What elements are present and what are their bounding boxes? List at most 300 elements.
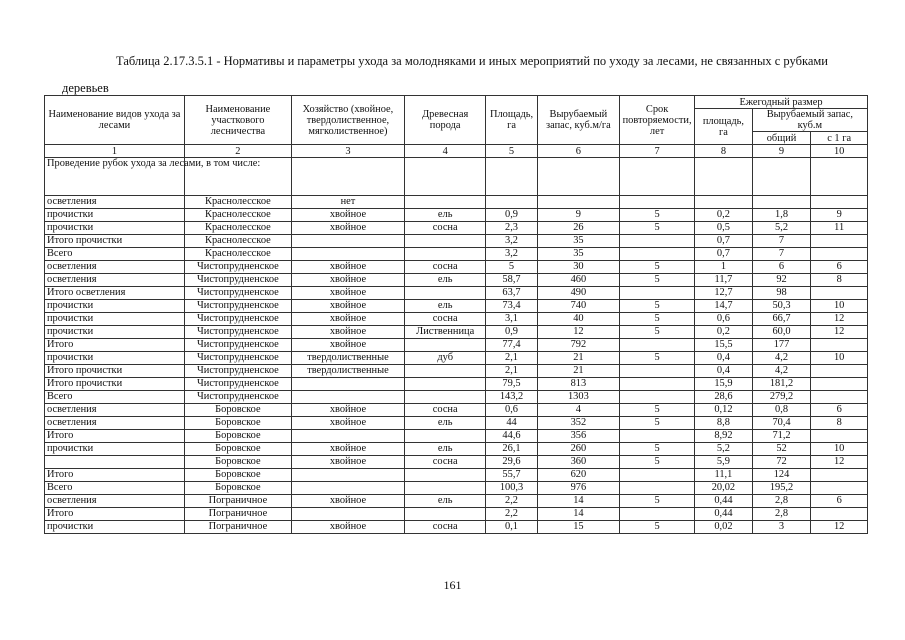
table-cell: Чистопрудненское — [184, 326, 291, 339]
table-cell: 352 — [537, 417, 619, 430]
column-number: 6 — [537, 145, 619, 158]
table-cell: 8 — [811, 274, 868, 287]
table-cell: Боровское — [184, 443, 291, 456]
table-cell: 28,6 — [695, 391, 753, 404]
table-row — [45, 469, 868, 482]
table-cell — [620, 430, 695, 443]
table-cell: прочистки — [45, 222, 185, 235]
table-cell: 12 — [811, 521, 868, 534]
table-cell: Боровское — [184, 456, 291, 469]
table-cell: 29,6 — [486, 456, 537, 469]
table-cell: хвойное — [291, 313, 404, 326]
table-cell: 10 — [811, 352, 868, 365]
table-cell — [537, 158, 619, 196]
table-row — [45, 521, 868, 534]
table-cell: 195,2 — [752, 482, 811, 495]
table-cell: 79,5 — [486, 378, 537, 391]
column-number: 4 — [405, 145, 486, 158]
table-cell: хвойное — [291, 456, 404, 469]
table-cell: Боровское — [184, 404, 291, 417]
table-cell — [811, 378, 868, 391]
table-cell: 15,9 — [695, 378, 753, 391]
table-cell: прочистки — [45, 521, 185, 534]
table-cell: 1303 — [537, 391, 619, 404]
table-cell: Чистопрудненское — [184, 365, 291, 378]
table-cell: осветления — [45, 196, 185, 209]
table-cell: 20,02 — [695, 482, 753, 495]
table-cell: осветления — [45, 495, 185, 508]
table-cell: Чистопрудненское — [184, 287, 291, 300]
table-cell: твердолиственные — [291, 352, 404, 365]
table-cell: 5,2 — [695, 443, 753, 456]
table-cell: 0,8 — [752, 404, 811, 417]
table-cell: сосна — [405, 521, 486, 534]
table-cell: 7 — [752, 248, 811, 261]
table-row — [45, 248, 868, 261]
table-cell — [811, 430, 868, 443]
table-cell: 12 — [811, 456, 868, 469]
table-cell: 740 — [537, 300, 619, 313]
table-row — [45, 482, 868, 495]
table-cell — [291, 248, 404, 261]
table-cell — [752, 158, 811, 196]
table-cell — [291, 158, 404, 196]
column-numbers-row — [45, 145, 868, 158]
table-cell — [811, 158, 868, 196]
table-cell: 70,4 — [752, 417, 811, 430]
table-cell: 0,44 — [695, 495, 753, 508]
table-cell: осветления — [45, 274, 185, 287]
table-cell: Чистопрудненское — [184, 352, 291, 365]
table-cell: 2,8 — [752, 508, 811, 521]
table-cell: Лиственница — [405, 326, 486, 339]
header-species: Древесная порода — [405, 96, 486, 145]
table-cell: 0,9 — [486, 326, 537, 339]
table-cell: Итого прочистки — [45, 235, 185, 248]
table-cell: 0,7 — [695, 248, 753, 261]
table-cell: 6 — [811, 404, 868, 417]
table-cell: 0,7 — [695, 235, 753, 248]
table-cell: 0,44 — [695, 508, 753, 521]
column-number: 5 — [486, 145, 537, 158]
table-cell: 3,2 — [486, 235, 537, 248]
table-cell: Чистопрудненское — [184, 261, 291, 274]
table-cell: 21 — [537, 352, 619, 365]
table-cell — [405, 365, 486, 378]
table-cell: Пограничное — [184, 508, 291, 521]
table-cell: 3,1 — [486, 313, 537, 326]
table-cell: хвойное — [291, 495, 404, 508]
table-cell: 12 — [537, 326, 619, 339]
table-cell — [620, 378, 695, 391]
table-cell — [291, 378, 404, 391]
table-cell — [811, 339, 868, 352]
table-cell: 40 — [537, 313, 619, 326]
table-row — [45, 378, 868, 391]
table-row — [45, 158, 868, 196]
table-cell — [811, 365, 868, 378]
header-per-ha: с 1 га — [811, 132, 868, 145]
table-row — [45, 235, 868, 248]
table-cell: Пограничное — [184, 521, 291, 534]
table-cell: 6 — [752, 261, 811, 274]
table-cell: 4,2 — [752, 365, 811, 378]
table-cell: Итого прочистки — [45, 378, 185, 391]
table-cell: 360 — [537, 456, 619, 469]
table-cell: 5 — [620, 443, 695, 456]
table-cell: осветления — [45, 404, 185, 417]
column-number: 10 — [811, 145, 868, 158]
table-cell: Всего — [45, 391, 185, 404]
table-cell: 11,7 — [695, 274, 753, 287]
table-cell — [405, 248, 486, 261]
table-cell: прочистки — [45, 313, 185, 326]
table-cell: хвойное — [291, 417, 404, 430]
table-cell: Чистопрудненское — [184, 378, 291, 391]
header-annual-area: площадь, га — [695, 109, 753, 145]
table-cell: 2,3 — [486, 222, 537, 235]
table-cell: 620 — [537, 469, 619, 482]
column-number: 9 — [752, 145, 811, 158]
table-cell: 0,2 — [695, 209, 753, 222]
table-row — [45, 339, 868, 352]
table-cell: Боровское — [184, 482, 291, 495]
table-cell: Боровское — [184, 469, 291, 482]
table-cell: твердолиственные — [291, 365, 404, 378]
table-cell — [486, 158, 537, 196]
table-cell: сосна — [405, 313, 486, 326]
table-row — [45, 274, 868, 287]
table-cell — [405, 158, 486, 196]
table-cell: 7 — [752, 235, 811, 248]
table-cell: Боровское — [184, 417, 291, 430]
table-cell: 35 — [537, 248, 619, 261]
table-cell — [620, 365, 695, 378]
table-cell: 10 — [811, 443, 868, 456]
table-cell: 279,2 — [752, 391, 811, 404]
table-cell: 0,12 — [695, 404, 753, 417]
table-cell — [291, 482, 404, 495]
table-cell: 44,6 — [486, 430, 537, 443]
table-cell: 11 — [811, 222, 868, 235]
table-cell: 52 — [752, 443, 811, 456]
table-cell: сосна — [405, 222, 486, 235]
table-cell: 2,2 — [486, 508, 537, 521]
table-cell — [486, 196, 537, 209]
table-cell — [291, 469, 404, 482]
table-cell — [405, 378, 486, 391]
table-cell: 181,2 — [752, 378, 811, 391]
header-area: Площадь, га — [486, 96, 537, 145]
table-cell: хвойное — [291, 274, 404, 287]
table-cell: 92 — [752, 274, 811, 287]
table-cell: 5 — [486, 261, 537, 274]
header-stock: Вырубаемый запас, куб.м/га — [537, 96, 619, 145]
table-cell: 5 — [620, 313, 695, 326]
table-cell — [620, 196, 695, 209]
table-cell — [405, 430, 486, 443]
table-cell — [695, 196, 753, 209]
table-row — [45, 313, 868, 326]
table-cell — [811, 248, 868, 261]
table-cell: 8,92 — [695, 430, 753, 443]
table-cell: 12,7 — [695, 287, 753, 300]
caption-line-2: деревьев — [62, 81, 109, 95]
table-cell: Итого осветления — [45, 287, 185, 300]
table-cell: ель — [405, 417, 486, 430]
table-cell: хвойное — [291, 443, 404, 456]
table-cell: хвойное — [291, 404, 404, 417]
table-row — [45, 443, 868, 456]
table-cell: Итого — [45, 469, 185, 482]
table-cell: 6 — [811, 261, 868, 274]
table-cell: Пограничное — [184, 495, 291, 508]
table-cell: Краснолесское — [184, 196, 291, 209]
table-cell: 3 — [752, 521, 811, 534]
table-cell: Чистопрудненское — [184, 339, 291, 352]
table-cell: 77,4 — [486, 339, 537, 352]
table-cell: дуб — [405, 352, 486, 365]
table-cell: Итого — [45, 430, 185, 443]
table-cell: 4 — [537, 404, 619, 417]
table-cell: 10 — [811, 300, 868, 313]
table-row — [45, 508, 868, 521]
table-cell: 5 — [620, 456, 695, 469]
table-cell: 26,1 — [486, 443, 537, 456]
table-cell: 0,2 — [695, 326, 753, 339]
table-cell: 98 — [752, 287, 811, 300]
table-cell: 11,1 — [695, 469, 753, 482]
column-number: 7 — [620, 145, 695, 158]
table-cell: 12 — [811, 313, 868, 326]
table-cell: 124 — [752, 469, 811, 482]
header-period: Срок повторяемости, лет — [620, 96, 695, 145]
table-cell: 66,7 — [752, 313, 811, 326]
table-cell — [405, 339, 486, 352]
table-cell — [405, 482, 486, 495]
table-cell: Итого — [45, 508, 185, 521]
table-cell — [811, 235, 868, 248]
table-cell: ель — [405, 274, 486, 287]
table-cell: сосна — [405, 404, 486, 417]
table-cell: 0,02 — [695, 521, 753, 534]
table-cell: Всего — [45, 248, 185, 261]
table-cell: ель — [405, 495, 486, 508]
table-cell: 60,0 — [752, 326, 811, 339]
table-cell — [291, 430, 404, 443]
table-row — [45, 287, 868, 300]
table-cell: прочистки — [45, 300, 185, 313]
table-cell — [405, 235, 486, 248]
table-cell — [620, 158, 695, 196]
table-row — [45, 417, 868, 430]
table-row — [45, 456, 868, 469]
table-cell: 50,3 — [752, 300, 811, 313]
table-row — [45, 261, 868, 274]
table-cell: Боровское — [184, 430, 291, 443]
table-cell: хвойное — [291, 209, 404, 222]
table-cell: Проведение рубок ухода за лесами, в том числе: — [45, 158, 185, 196]
table-row — [45, 222, 868, 235]
table-cell: 44 — [486, 417, 537, 430]
table-cell: хвойное — [291, 521, 404, 534]
table-cell: Итого прочистки — [45, 365, 185, 378]
table-row — [45, 209, 868, 222]
table-cell: 14,7 — [695, 300, 753, 313]
table-cell: 8 — [811, 417, 868, 430]
table-cell: 1,8 — [752, 209, 811, 222]
table-cell: хвойное — [291, 300, 404, 313]
table-cell: 5 — [620, 404, 695, 417]
table-cell: 12 — [811, 326, 868, 339]
table-cell: хвойное — [291, 326, 404, 339]
table-cell: Чистопрудненское — [184, 274, 291, 287]
table-cell — [291, 235, 404, 248]
page-number: 161 — [443, 578, 462, 592]
table-cell: ель — [405, 443, 486, 456]
table-cell: 30 — [537, 261, 619, 274]
table-cell: 55,7 — [486, 469, 537, 482]
table-cell: прочистки — [45, 352, 185, 365]
table-cell: 0,4 — [695, 365, 753, 378]
table-cell: хвойное — [291, 339, 404, 352]
header-annual-stock: Вырубаемый запас, куб.м — [752, 109, 867, 132]
table-cell: 2,8 — [752, 495, 811, 508]
table-cell: ель — [405, 300, 486, 313]
table-row — [45, 300, 868, 313]
table-cell: Итого — [45, 339, 185, 352]
table-cell: хвойное — [291, 261, 404, 274]
table-cell — [620, 508, 695, 521]
table-cell: 0,4 — [695, 352, 753, 365]
table-cell: прочистки — [45, 443, 185, 456]
table-cell — [811, 196, 868, 209]
table-cell — [405, 287, 486, 300]
table-cell: 5 — [620, 274, 695, 287]
table-row — [45, 391, 868, 404]
table-cell: прочистки — [45, 209, 185, 222]
table-cell: 460 — [537, 274, 619, 287]
table-cell: 14 — [537, 495, 619, 508]
table-cell: 0,6 — [486, 404, 537, 417]
table-cell: Краснолесское — [184, 235, 291, 248]
table-cell — [620, 339, 695, 352]
table-cell: 5 — [620, 417, 695, 430]
table-cell — [620, 469, 695, 482]
table-cell: 15 — [537, 521, 619, 534]
table-row — [45, 352, 868, 365]
table-cell: 5 — [620, 209, 695, 222]
table-cell — [405, 196, 486, 209]
table-cell — [405, 508, 486, 521]
table-cell: 5 — [620, 261, 695, 274]
table-cell: 73,4 — [486, 300, 537, 313]
table-row — [45, 326, 868, 339]
table-cell: хвойное — [291, 222, 404, 235]
table-cell: 177 — [752, 339, 811, 352]
table-cell: Чистопрудненское — [184, 300, 291, 313]
table-cell: 26 — [537, 222, 619, 235]
table-cell: нет — [291, 196, 404, 209]
table-cell: 14 — [537, 508, 619, 521]
forest-care-table — [44, 95, 868, 534]
table-cell — [537, 196, 619, 209]
table-cell: 35 — [537, 235, 619, 248]
table-row — [45, 196, 868, 209]
table-cell — [405, 469, 486, 482]
table-cell: 260 — [537, 443, 619, 456]
column-number: 3 — [291, 145, 404, 158]
table-cell: 2,2 — [486, 495, 537, 508]
table-cell: Краснолесское — [184, 248, 291, 261]
table-cell: сосна — [405, 456, 486, 469]
header-economy: Хозяйство (хвойное, твердолиственное, мягколиственное) — [291, 96, 404, 145]
table-cell: Чистопрудненское — [184, 391, 291, 404]
table-cell: ель — [405, 209, 486, 222]
table-cell: 63,7 — [486, 287, 537, 300]
column-number: 1 — [45, 145, 185, 158]
table-cell: Краснолесское — [184, 222, 291, 235]
table-caption — [62, 48, 862, 102]
header-type: Наименование видов ухода за лесами — [45, 96, 185, 145]
column-number: 2 — [184, 145, 291, 158]
table-cell: 0,5 — [695, 222, 753, 235]
table-cell: 5 — [620, 222, 695, 235]
table-cell: 0,6 — [695, 313, 753, 326]
table-cell — [620, 391, 695, 404]
table-cell: хвойное — [291, 287, 404, 300]
table-cell: сосна — [405, 261, 486, 274]
table-cell: 5 — [620, 300, 695, 313]
table-cell: 71,2 — [752, 430, 811, 443]
table-cell: 2,1 — [486, 352, 537, 365]
table-cell — [620, 287, 695, 300]
table-cell — [811, 391, 868, 404]
table-cell: Всего — [45, 482, 185, 495]
table-cell — [811, 482, 868, 495]
table-cell: 5,2 — [752, 222, 811, 235]
table-cell: осветления — [45, 417, 185, 430]
table-row — [45, 404, 868, 417]
table-cell — [695, 158, 753, 196]
header-total: общий — [752, 132, 811, 145]
table-cell: 72 — [752, 456, 811, 469]
table-cell: 356 — [537, 430, 619, 443]
header-forestry: Наименование участкового лесничества — [184, 96, 291, 145]
table-cell: 58,7 — [486, 274, 537, 287]
table-cell: Краснолесское — [184, 209, 291, 222]
table-cell: 1 — [695, 261, 753, 274]
table-cell: прочистки — [45, 326, 185, 339]
table-cell: 5,9 — [695, 456, 753, 469]
table-cell — [405, 391, 486, 404]
table-row — [45, 430, 868, 443]
table-cell — [45, 456, 185, 469]
table-cell: 21 — [537, 365, 619, 378]
table-cell: 2,1 — [486, 365, 537, 378]
table-cell: 3,2 — [486, 248, 537, 261]
table-cell — [811, 469, 868, 482]
table-cell — [291, 391, 404, 404]
table-cell — [811, 287, 868, 300]
table-body — [45, 158, 868, 534]
table-row — [45, 495, 868, 508]
caption-line-1: Таблица 2.17.3.5.1 - Нормативы и параметры ухода за молодняками и иных мероприятий по уходу за лесами, не связанных с рубками — [116, 54, 828, 68]
table-cell: 143,2 — [486, 391, 537, 404]
header-annual: Ежегодный размер — [695, 96, 868, 109]
table-cell: 8,8 — [695, 417, 753, 430]
table-cell — [291, 508, 404, 521]
